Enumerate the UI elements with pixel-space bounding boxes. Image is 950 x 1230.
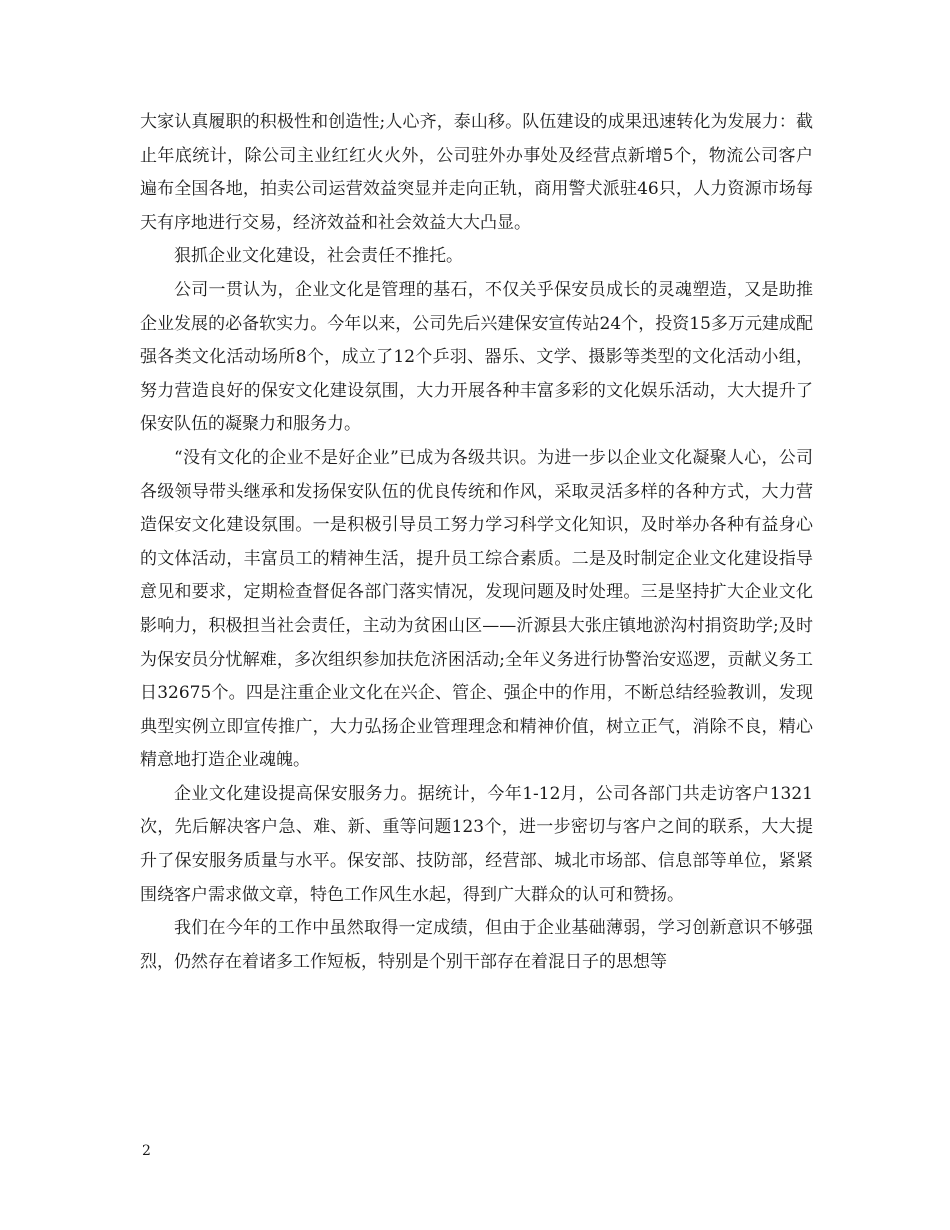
paragraph: “没有文化的企业不是好企业”已成为各级共识。为进一步以企业文化凝聚人心，公司各级领导带头继承和发扬保安队伍的优良传统和作风，采取灵活多样的各种方式，大力营造保安文化建设氛围。一是积极引导员工努力学习科学文化知识，及时举办各种有益身心的文体活动，丰富员工的精神生活，提升员工综合素质。二是及时制定企业文化建设指导意见和要求，定期检查督促各部门落实情况，发现问题及时处理。三是坚持扩大企业文化影响力，积极担当社会责任，主动为贫困山区——沂源县大张庄镇地淤沟村捐资助学;及时为保安员分忧解难，多次组织参加扶危济困活动;全年义务进行协警治安巡逻，贡献义务工日32675个。四是注重企业文化在兴企、管企、强企中的作用，不断总结经验教训，发现典型实例立即宣传推广，大力弘扬企业管理理念和精神价值，树立正气，消除不良，精心精意地打造企业魂魄。 xyxy=(140,447,813,771)
paragraph: 企业文化建设提高保安服务力。据统计，今年1-12月，公司各部门共走访客户1321次，先后解决客户急、难、新、重等问题123个，进一步密切与客户之间的联系，大大提升了保安服务质量与水平。保安部、技防部，经营部、城北市场部、信息部等单位，紧紧围绕客户需求做文章，特色工作风生水起，得到广大群众的认可和赞扬。 xyxy=(140,783,813,905)
paragraph: 公司一贯认为，企业文化是管理的基石，不仅关乎保安员成长的灵魂塑造，又是助推企业发展的必备软实力。今年以来，公司先后兴建保安宣传站24个，投资15多万元建成配强各类文化活动场所8个，成立了12个乒羽、器乐、文学、摄影等类型的文化活动小组，努力营造良好的保安文化建设氛围，大力开展各种丰富多彩的文化娱乐活动，大大提升了保安队伍的凝聚力和服务力。 xyxy=(140,279,813,435)
paragraph: 狠抓企业文化建设，社会责任不推托。 xyxy=(174,246,463,267)
document-body xyxy=(140,106,813,979)
paragraph: 大家认真履职的积极性和创造性;人心齐，泰山移。队伍建设的成果迅速转化为发展力：截止年底统计，除公司主业红红火火外，公司驻外办事处及经营点新增5个，物流公司客户遍布全国各地，拍卖公司运营效益突显并走向正轨，商用警犬派驻46只，人力资源市场每天有序地进行交易，经济效益和社会效益大大凸显。 xyxy=(140,112,813,233)
page-number: 2 xyxy=(142,1143,151,1159)
paragraph: 我们在今年的工作中虽然取得一定成绩，但由于企业基础薄弱，学习创新意识不够强烈，仍然存在着诸多工作短板，特别是个别干部存在着混日子的思想等 xyxy=(140,918,813,972)
